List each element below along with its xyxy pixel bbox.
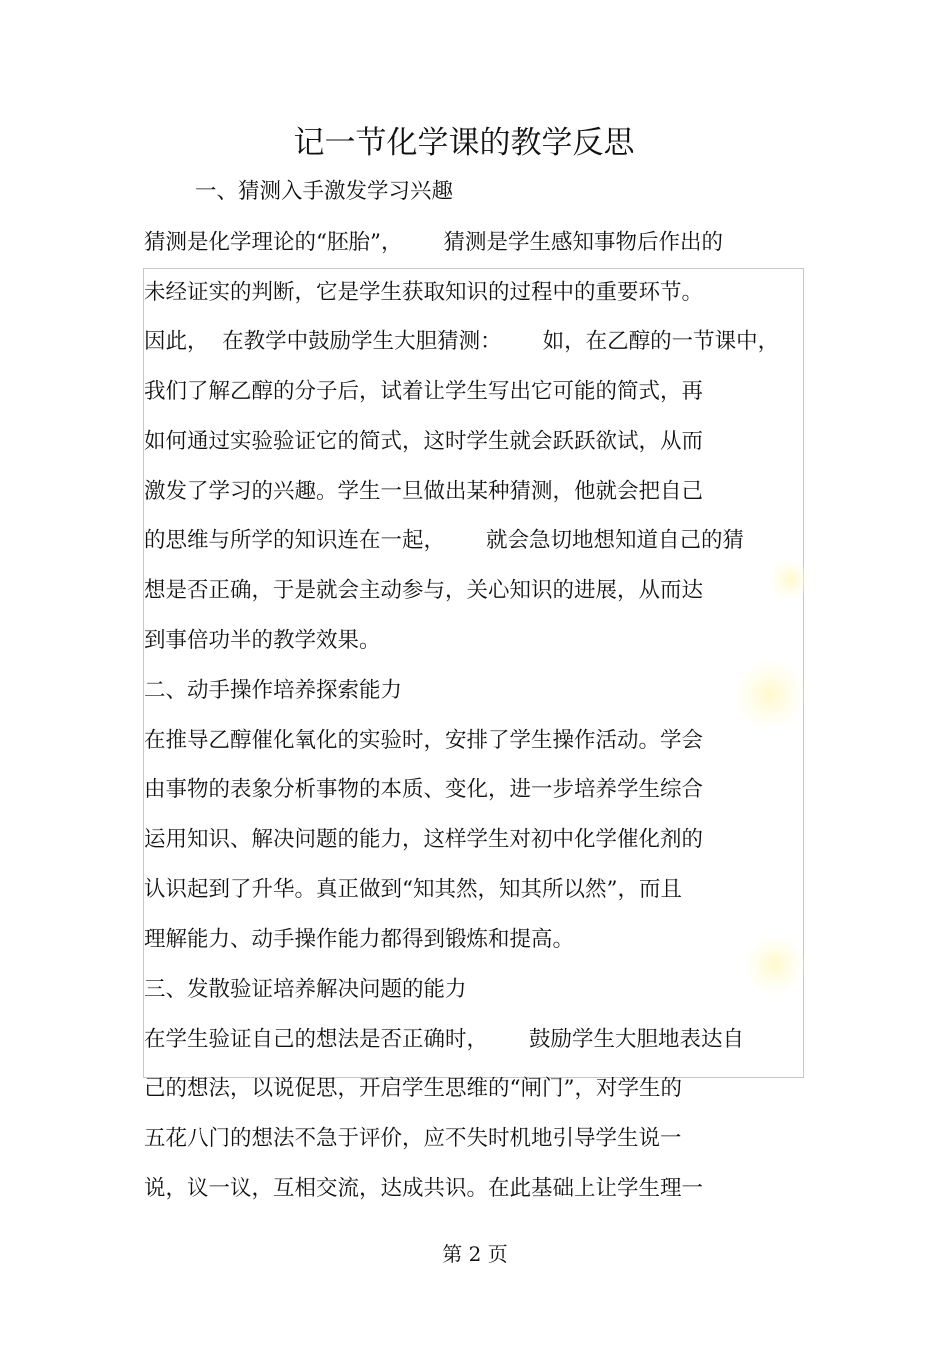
paragraph-line: 说，议一议，互相交流，达成共识。在此基础上让学生理一 xyxy=(144,1176,704,1201)
paragraph-line: 到事倍功半的教学效果。 xyxy=(144,628,381,653)
section-heading-2: 二、动手操作培养探索能力 xyxy=(144,678,403,703)
scan-glow-spot xyxy=(770,560,810,600)
paragraph-line: 的思维与所学的知识连在一起， 就会急切地想知道自己的猜 xyxy=(144,528,745,553)
paragraph-line: 未经证实的判断，它是学生获取知识的过程中的重要环节。 xyxy=(144,280,704,305)
paragraph-line: 如何通过实验验证它的简式，这时学生就会跃跃欲试，从而 xyxy=(144,429,704,454)
paragraph-line: 己的想法，以说促思，开启学生思维的“闸门”，对学生的 xyxy=(144,1076,682,1101)
section-heading-1: 一、猜测入手激发学习兴趣 xyxy=(195,179,454,204)
paragraph-line: 五花八门的想法不急于评价，应不失时机地引导学生说一 xyxy=(144,1126,682,1151)
paragraph-line: 由事物的表象分析事物的本质、变化，进一步培养学生综合 xyxy=(144,777,704,802)
page-number: 第 2 页 xyxy=(442,1242,508,1266)
paragraph-line: 我们了解乙醇的分子后，试着让学生写出它可能的简式，再 xyxy=(144,379,704,404)
paragraph-line: 在学生验证自己的想法是否正确时， 鼓励学生大胆地表达自 xyxy=(144,1027,745,1052)
page-title: 记一节化学课的教学反思 xyxy=(293,125,635,161)
paragraph-line: 想是否正确，于是就会主动参与，关心知识的进展，从而达 xyxy=(144,578,704,603)
paragraph-line: 因此， 在教学中鼓励学生大胆猜测： 如，在乙醇的一节课中， xyxy=(144,329,780,354)
paragraph-line: 在推导乙醇催化氧化的实验时，安排了学生操作活动。学会 xyxy=(144,728,704,753)
paragraph-line: 激发了学习的兴趣。学生一旦做出某种猜测，他就会把自己 xyxy=(144,479,704,504)
paragraph-line: 认识起到了升华。真正做到“知其然，知其所以然”，而且 xyxy=(144,877,682,902)
section-heading-3: 三、发散验证培养解决问题的能力 xyxy=(144,977,467,1002)
scan-glow-spot xyxy=(745,935,805,995)
paragraph-line: 运用知识、解决问题的能力，这样学生对初中化学催化剂的 xyxy=(144,827,704,852)
scan-glow-spot xyxy=(735,660,805,730)
paragraph-line: 猜测是化学理论的“胚胎”， 猜测是学生感知事物后作出的 xyxy=(144,230,723,255)
paragraph-line: 理解能力、动手操作能力都得到锻炼和提高。 xyxy=(144,927,575,952)
